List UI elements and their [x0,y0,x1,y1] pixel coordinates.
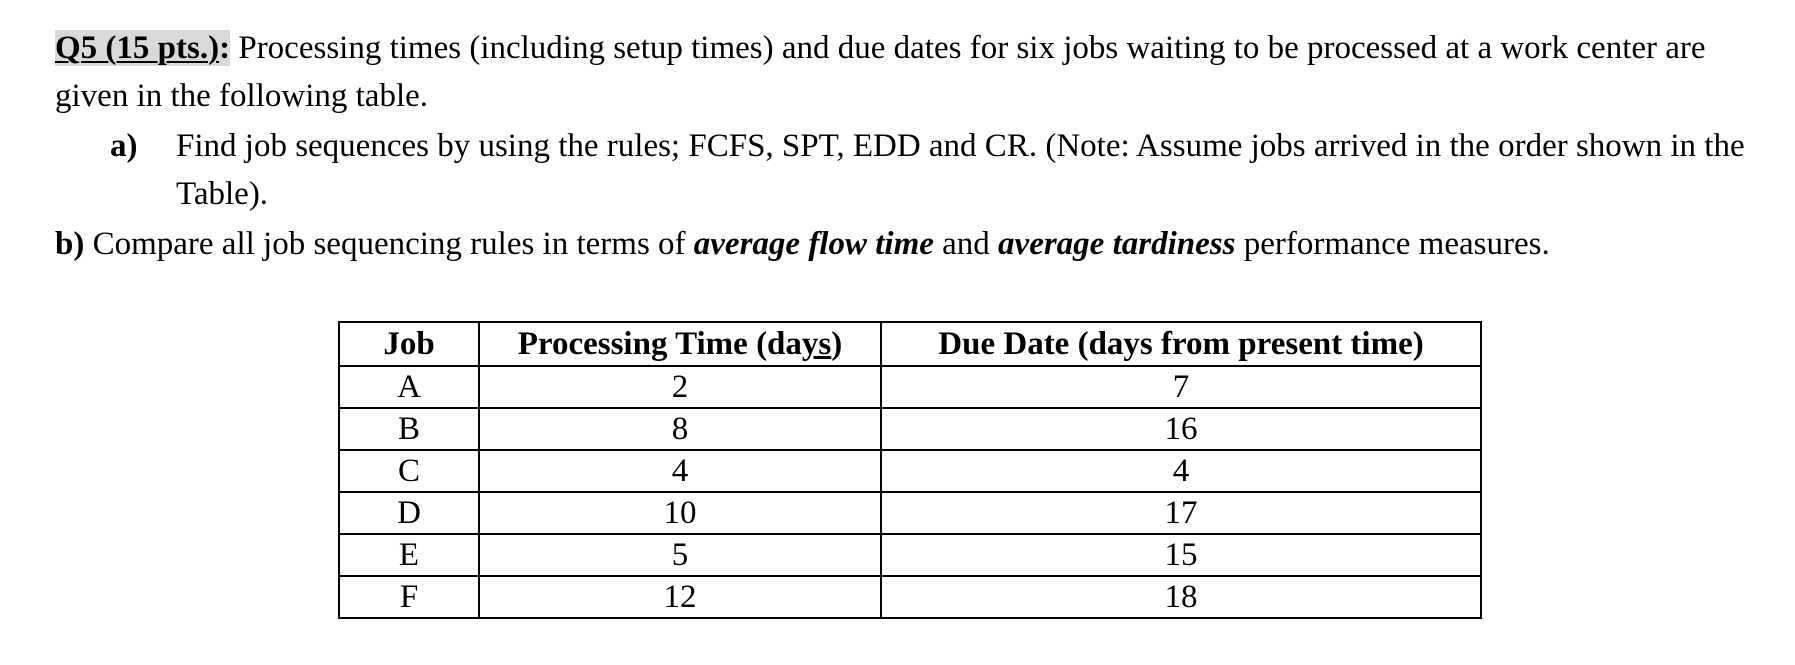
table-header-row [339,322,1481,366]
question-paragraph [55,24,1775,120]
cell-due-date: 17 [881,492,1481,534]
cell-due-date: 16 [881,408,1481,450]
question-heading-wrap [55,30,230,66]
cell-due-date: 4 [881,450,1481,492]
part-b-emph-tardiness: average tardiness [998,226,1236,262]
part-a [110,122,1770,218]
cell-processing-time: 4 [479,450,881,492]
cell-due-date: 7 [881,366,1481,408]
cell-due-date: 18 [881,576,1481,618]
cell-processing-time: 5 [479,534,881,576]
header-job: Job [339,322,479,366]
cell-job: E [339,534,479,576]
header-due-date: Due Date (days from present time) [881,322,1481,366]
table-row [339,492,1481,534]
table-row [339,534,1481,576]
question-heading-colon: : [219,30,231,66]
table-row [339,450,1481,492]
cell-job: D [339,492,479,534]
table-row [339,366,1481,408]
question-intro: Processing times (including setup times) and due dates for six jobs waiting to be processed at a work center are given in the following table. [55,30,1706,114]
cell-job: A [339,366,479,408]
part-a-text: Find job sequences by using the rules; FCFS, SPT, EDD and CR. (Note: Assume jobs arrived in the order shown in the Table). [176,128,1745,212]
cell-due-date: 15 [881,534,1481,576]
part-a-label: a) [110,128,138,164]
part-b-text-2: and [933,226,999,262]
cell-job: B [339,408,479,450]
table-row [339,408,1481,450]
part-b-text-1: Compare all job sequencing rules in terms of [84,226,694,262]
cell-processing-time: 12 [479,576,881,618]
table-row [339,576,1481,618]
cell-job: F [339,576,479,618]
question-heading: Q5 (15 pts.) [55,30,220,66]
part-b-emph-flow-time: average flow time [693,226,934,262]
part-b-text-3: performance measures. [1235,226,1550,262]
jobs-table [338,321,1482,619]
cell-processing-time: 8 [479,408,881,450]
cell-job: C [339,450,479,492]
header-processing-time: Processing Time (days) [479,322,881,366]
header-processing-time-underline: ys [801,326,832,362]
part-b-label: b) [55,226,85,262]
cell-processing-time: 2 [479,366,881,408]
cell-processing-time: 10 [479,492,881,534]
part-b [55,220,1775,268]
